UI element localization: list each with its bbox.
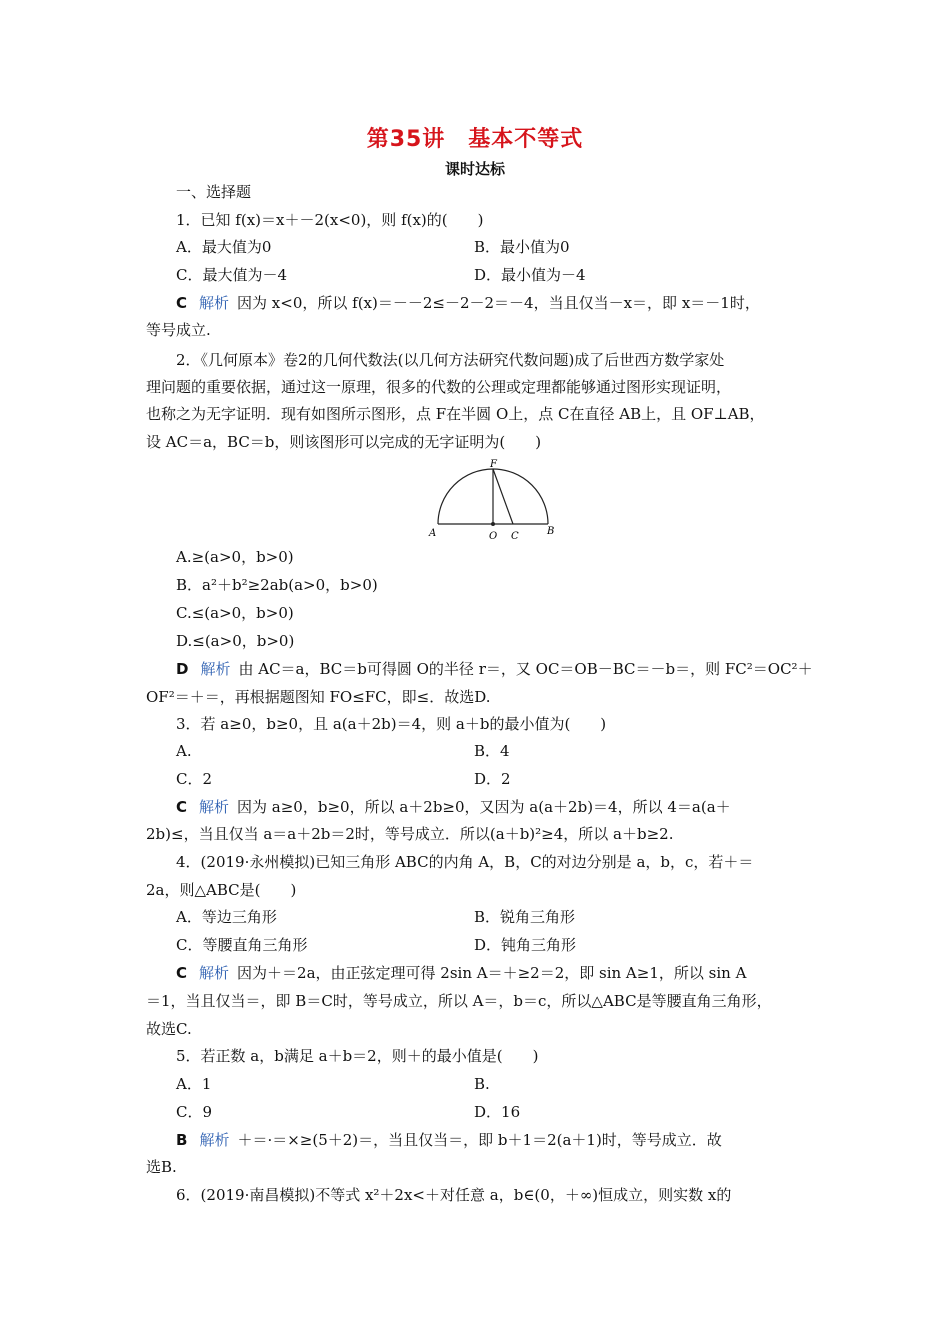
q5-solution: [176, 1130, 816, 1150]
q4-option-a: A．等边三角形: [176, 908, 277, 926]
q5-analysis-tag: 解析: [199, 1131, 230, 1149]
q2-option-d: D.≤(a>0，b>0): [176, 632, 295, 650]
q4-answer: C: [176, 964, 188, 982]
q1-stem: 1．已知 f(x)＝x＋－2(x<0)，则 f(x)的( ): [176, 211, 484, 229]
label-o: O: [489, 531, 498, 542]
q2-solution-text: 由 AC＝a，BC＝b可得圆 O的半径 r＝，又 OC＝OB－BC＝－b＝，则 FC²＝OC²＋: [238, 660, 813, 678]
q1-option-d: D．最小值为－4: [474, 266, 586, 284]
q2-stem-4: 设 AC＝a，BC＝b，则该图形可以完成的无字证明为( ): [146, 433, 542, 451]
q5-option-d: D．16: [474, 1103, 521, 1121]
q3-solution: [176, 797, 816, 817]
q3-option-d: D．2: [474, 770, 511, 788]
q4-option-d: D．钝角三角形: [474, 936, 577, 954]
q2-option-c: C.≤(a>0，b>0): [176, 604, 294, 622]
q4-solution-cont-2: 故选C.: [146, 1020, 192, 1038]
q3-option-b: B．4: [474, 742, 510, 760]
q5-option-b: B.: [474, 1075, 490, 1093]
q1-answer: C: [176, 294, 188, 312]
q2-stem-2: 理问题的重要依据，通过这一原理，很多的代数的公理或定理都能够通过图形实现证明，: [146, 378, 732, 396]
q4-solution: [176, 963, 816, 983]
q1-option-c: C．最大值为－4: [176, 266, 288, 284]
q2-answer: D: [176, 660, 189, 678]
q3-solution-text: 因为 a≥0，b≥0，所以 a＋2b≥0，又因为 a(a＋2b)＝4，所以 4＝a(a＋: [237, 798, 731, 816]
label-f: F: [490, 459, 497, 470]
page-subtitle: 课时达标: [444, 160, 505, 178]
label-b: B: [547, 526, 555, 537]
q3-option-a: A.: [176, 742, 192, 760]
q1-solution-text: 因为 x<0，所以 f(x)＝－－2≤－2－2＝－4，当且仅当－x＝，即 x＝－1时，: [237, 294, 760, 312]
segment-fc: [493, 469, 513, 524]
q2-analysis-tag: 解析: [200, 660, 231, 678]
semicircle-figure: [420, 458, 570, 544]
q3-stem: 3．若 a≥0，b≥0，且 a(a＋2b)＝4，则 a＋b的最小值为( ): [176, 715, 607, 733]
q2-stem-1: 2．《几何原本》卷2的几何代数法(以几何方法研究代数问题)成了后世西方数学家处: [176, 351, 725, 369]
q1-solution: [176, 293, 816, 313]
q5-stem: 5．若正数 a，b满足 a＋b＝2，则＋的最小值是( ): [176, 1047, 539, 1065]
q2-stem-3: 也称之为无字证明．现有如图所示图形，点 F在半圆 O上，点 C在直径 AB上，且 OF⊥AB，: [146, 405, 765, 423]
q4-stem-2: 2a，则△ABC是( ): [146, 881, 297, 899]
q3-option-c: C．2: [176, 770, 213, 788]
q3-analysis-tag: 解析: [199, 798, 230, 816]
q2-solution: [176, 659, 816, 679]
q4-stem-1: 4．(2019·永州模拟)已知三角形 ABC的内角 A，B，C的对边分别是 a，b，c，若＋＝: [176, 853, 754, 871]
q4-option-b: B．锐角三角形: [474, 908, 576, 926]
q4-solution-text: 因为＋＝2a，由正弦定理可得 2sin A＝＋≥2＝2，即 sin A≥1，所以 sin A: [237, 964, 747, 982]
point-o: [491, 522, 495, 526]
q5-answer: B: [176, 1131, 188, 1149]
q3-answer: C: [176, 798, 188, 816]
q4-analysis-tag: 解析: [199, 964, 230, 982]
q1-option-b: B．最小值为0: [474, 238, 570, 256]
q5-option-c: C．9: [176, 1103, 213, 1121]
q2-option-a: A.≥(a>0，b>0): [176, 548, 294, 566]
q4-solution-cont-1: ＝1，当且仅当＝，即 B＝C时，等号成立，所以 A＝，b＝c，所以△ABC是等腰直角三角形，: [146, 992, 772, 1010]
label-a: A: [429, 528, 437, 539]
q2-option-b: B．a²＋b²≥2ab(a>0，b>0): [176, 576, 378, 594]
label-c: C: [511, 531, 519, 542]
q5-option-a: A．1: [176, 1075, 212, 1093]
section-heading: 一、选择题: [176, 183, 252, 201]
q5-solution-text: ＋＝·＝×≥(5＋2)＝，当且仅当＝，即 b＋1＝2(a＋1)时，等号成立．故: [237, 1131, 722, 1149]
q6-stem: 6．(2019·南昌模拟)不等式 x²＋2x<＋对任意 a，b∈(0，＋∞)恒成立，则实数 x的: [176, 1186, 732, 1204]
q3-solution-cont: 2b)≤，当且仅当 a＝a＋2b＝2时，等号成立．所以(a＋b)²≥4，所以 a＋b≥2.: [146, 825, 674, 843]
q1-solution-cont: 等号成立.: [146, 321, 211, 339]
q5-solution-cont: 选B.: [146, 1158, 177, 1176]
q1-analysis-tag: 解析: [199, 294, 230, 312]
q2-solution-cont: OF²＝＋＝，再根据题图知 FO≤FC，即≤．故选D.: [146, 688, 491, 706]
q1-option-a: A．最大值为0: [176, 238, 272, 256]
q4-option-c: C．等腰直角三角形: [176, 936, 308, 954]
page-title: 第35讲 基本不等式: [366, 127, 584, 152]
